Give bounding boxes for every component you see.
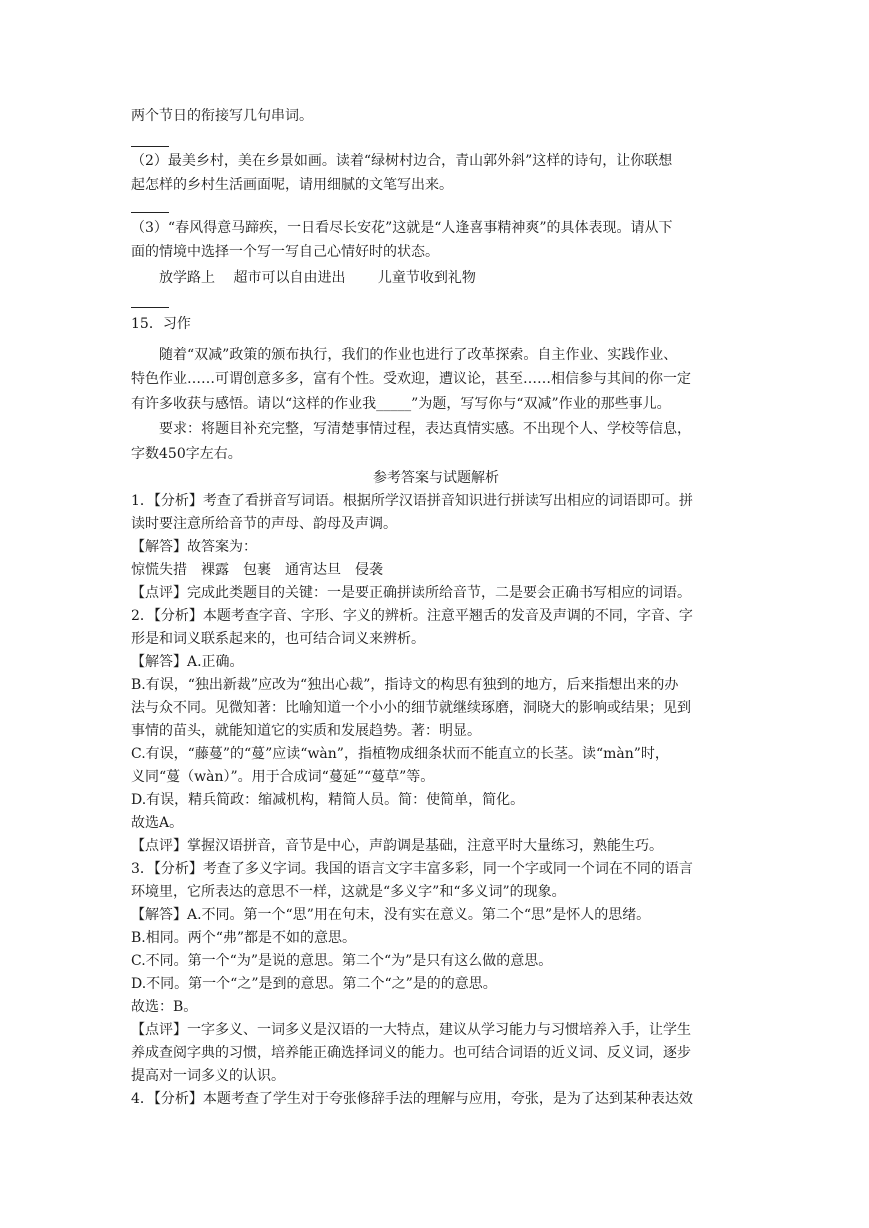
text-line: （3）“春风得意马蹄疾，一日看尽长安花”这就是“人逢喜事精神爽”的具体表现。请从下 <box>131 220 673 236</box>
text-line: 环境里，它所表达的意思不一样，这就是“多义字”和“多义词”的现象。 <box>131 884 566 900</box>
text-line: B.有误，“独出新裁”应改为“独出心裁”，指诗文的构思有独到的地方，后来指想出来的办 <box>131 677 679 693</box>
text-line: 【点评】完成此类题目的关键：一是要正确拼读所给音节，二是要会正确书写相应的词语。 <box>131 585 691 601</box>
text-line: C.有误，“藤蔓”的“蔓”应读“wàn”，指植物成细条状而不能直立的长茎。读“màn”时， <box>131 746 669 762</box>
text-line: B.相同。两个“弗”都是不如的意思。 <box>131 930 357 946</box>
text-line: 2．【分析】本题考查字音、字形、字义的辨析。注意平翘舌的发音及声调的不同，字音、字 <box>131 608 693 624</box>
text-line: 两个节日的衔接写几句串词。 <box>131 108 313 124</box>
answer-blank-line <box>131 146 169 147</box>
text-line: 【点评】一字多义、一词多义是汉语的一大特点，建议从学习能力与习惯培养入手，让学生 <box>131 1022 691 1038</box>
question-heading: 15．习作 <box>131 316 191 332</box>
answer-blank-line <box>131 212 169 213</box>
situation-options: 放学路上 超市可以自由进出 儿童节收到礼物 <box>159 270 476 286</box>
text-line: 形是和词义联系起来的，也可结合词义来辨析。 <box>131 631 425 647</box>
text-line: 【解答】A.不同。第一个“思”用在句末，没有实在意义。第二个“思”是怀人的思绪。 <box>131 907 651 923</box>
text-line: 3．【分析】考查了多义字词。我国的语言文字丰富多彩，同一个字或同一个词在不同的语言 <box>131 861 693 877</box>
text-line: 有许多收获与感悟。请以“这样的作业我_____”为题，写写你与“双减”作业的那些事儿。 <box>131 396 671 412</box>
text-line: 法与众不同。见微知著：比喻知道一个小小的细节就继续琢磨，洞晓大的影响或结果；见到 <box>131 700 691 716</box>
text-line: 故选：B。 <box>131 999 198 1015</box>
text-line: 要求：将题目补充完整，写清楚事情过程，表达真情实感。不出现个人、学校等信息， <box>159 421 691 437</box>
text-line: （2）最美乡村，美在乡景如画。读着“绿树村边合，青山郭外斜”这样的诗句，让你联想 <box>131 153 673 169</box>
text-line: 提高对一词多义的认识。 <box>131 1068 285 1084</box>
answer-blank-line <box>131 307 169 308</box>
text-line: 字数450字左右。 <box>131 446 242 462</box>
text-line: 读时要注意所给音节的声母、韵母及声调。 <box>131 516 397 532</box>
text-line: 特色作业……可谓创意多多，富有个性。受欢迎，遭议论，甚至……相信参与其间的你一定 <box>131 371 691 387</box>
text-line: 1．【分析】考查了看拼音写词语。根据所学汉语拼音知识进行拼读写出相应的词语即可。拼 <box>131 493 693 509</box>
text-line: 故选A。 <box>131 815 184 831</box>
text-line: 义同“蔓（wàn）”。用于合成词“蔓延”“蔓草”等。 <box>131 769 435 785</box>
text-line: 面的情境中选择一个写一写自己心情好时的状态。 <box>131 244 439 260</box>
text-line: 事情的苗头，就能知道它的实质和发展趋势。著：明显。 <box>131 723 481 739</box>
text-line: 4．【分析】本题考查了学生对于夸张修辞手法的理解与应用，夸张，是为了达到某种表达效 <box>131 1091 693 1107</box>
text-line: D.有误，精兵简政：缩减机构，精简人员。简：使简单，简化。 <box>131 792 525 808</box>
text-line: 起怎样的乡村生活画面呢，请用细腻的文笔写出来。 <box>131 177 453 193</box>
text-line: D.不同。第一个“之”是到的意思。第二个“之”是的的意思。 <box>131 976 497 992</box>
text-line: C.不同。第一个“为”是说的意思。第二个“为”是只有这么做的意思。 <box>131 953 553 969</box>
text-line: 【解答】故答案为： <box>131 539 257 555</box>
text-line: 养成查阅字典的习惯，培养能正确选择词义的能力。也可结合词语的近义词、反义词，逐步 <box>131 1045 691 1061</box>
text-line: 惊慌失措 裸露 包裹 通宵达旦 侵袭 <box>131 562 383 578</box>
section-title: 参考答案与试题解析 <box>373 470 499 486</box>
text-line: 【点评】掌握汉语拼音，音节是中心，声韵调是基础，注意平时大量练习，熟能生巧。 <box>131 838 663 854</box>
text-line: 随着“双减”政策的颁布执行，我们的作业也进行了改革探索。自主作业、实践作业、 <box>159 347 678 363</box>
text-line: 【解答】A.正确。 <box>131 654 244 670</box>
